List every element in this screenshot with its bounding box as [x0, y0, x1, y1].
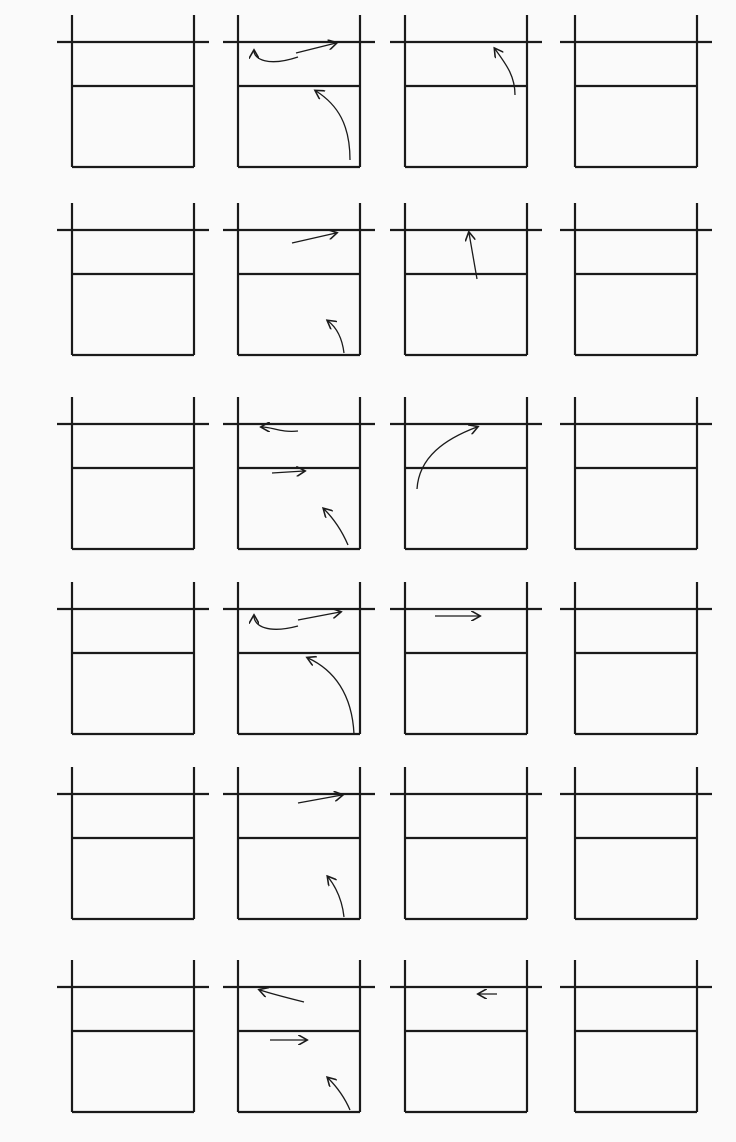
server-arrow: [328, 1078, 350, 1110]
receive-arrow: [495, 49, 515, 95]
serve-arrow: [260, 990, 304, 1002]
server-arrow: [328, 321, 344, 353]
server-arrow: [324, 509, 348, 545]
serve-arrow: [298, 795, 342, 803]
server-arrow: [308, 658, 354, 734]
receive-arrow: [417, 427, 477, 489]
server-arrow: [316, 91, 350, 160]
server-arrow: [328, 877, 344, 917]
serve-arrow: [254, 616, 298, 629]
serve-arrow: [254, 51, 298, 62]
serve-arrow: [272, 471, 304, 473]
receive-arrow: [469, 233, 477, 279]
serve-arrow: [298, 612, 340, 620]
serve-arrow: [262, 427, 298, 431]
serve-arrow: [292, 233, 336, 243]
serve-arrow: [296, 43, 336, 53]
